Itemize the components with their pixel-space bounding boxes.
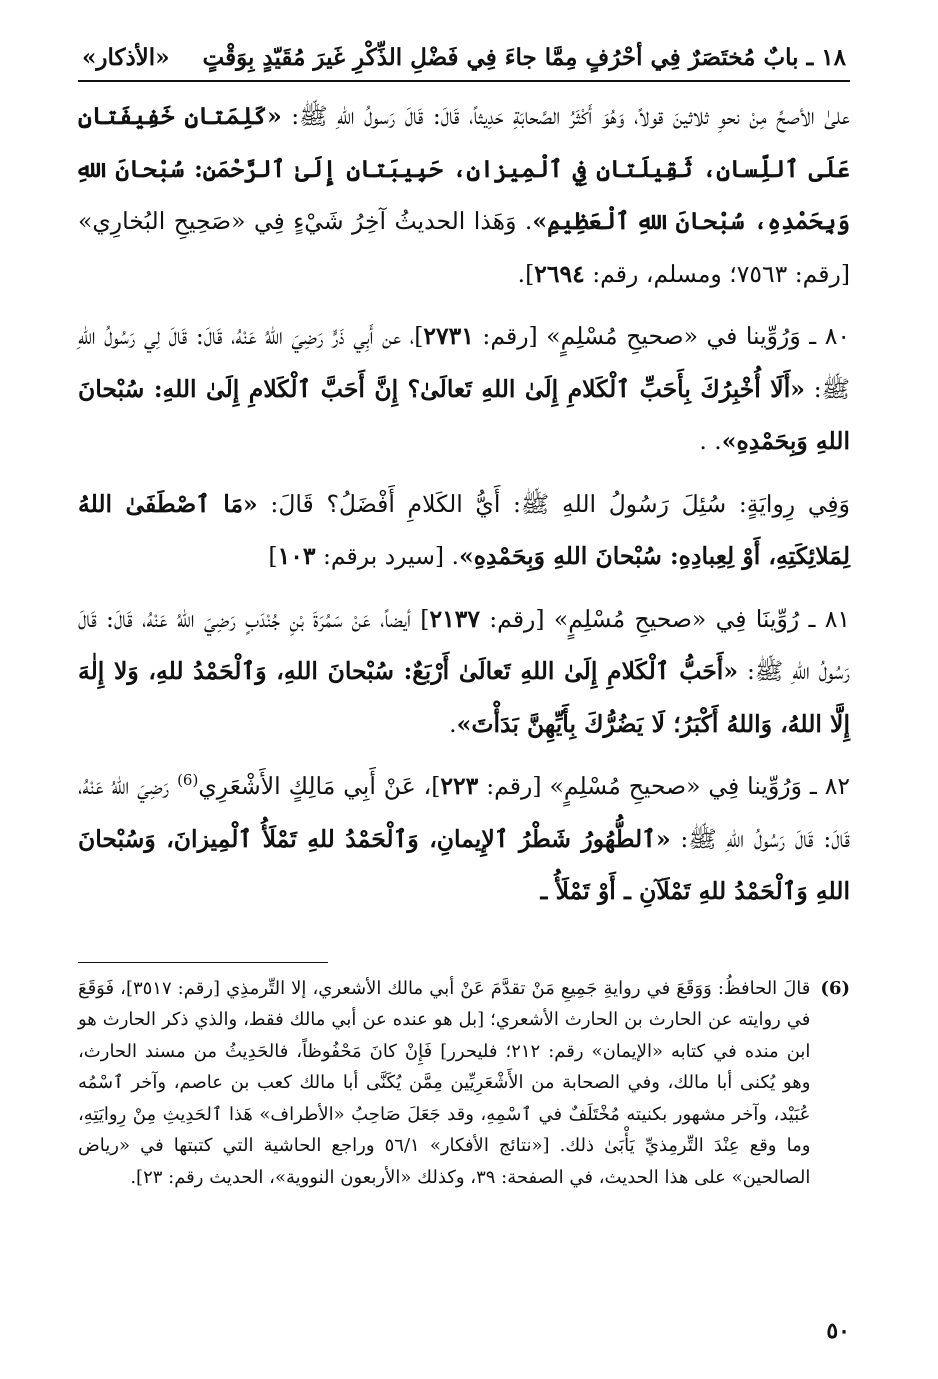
paragraph-text: ] أيضاً، عَنْ سَمُرَةَ بْنِ جُنْدَبٍ رَضِيَ اللهُ عَنْهُ، قَالَ: قَالَ رَسُولُ اللهِ ﷺ: bbox=[78, 604, 850, 685]
paragraph bbox=[78, 478, 850, 583]
paragraph bbox=[78, 310, 850, 468]
paragraph-text: ٨١ ـ رُوِّينَا فِي «صحيحِ مُسْلِمٍ» [رقم: bbox=[479, 604, 850, 633]
page-number: ٥٠ bbox=[826, 1318, 850, 1344]
footnote-number: (6) bbox=[820, 977, 850, 999]
footnote-separator bbox=[78, 962, 850, 963]
paragraph-text: وَفِي رِوايَةٍ: سُئِلَ رَسُولُ اللهِ ﷺ: أَيُّ الكَلامِ أَفْضَلُ؟ قَالَ: bbox=[257, 489, 850, 518]
hadith-text: ٢١٣٧ bbox=[429, 604, 480, 633]
paragraph-text: ٨٠ ـ وَرُوِّينا في «صحيحِ مُسْلِمٍ» [رقم: bbox=[473, 322, 850, 350]
paragraph-text: ]، عَنْ أَبِي مَالِكٍ الأَشْعَرِي bbox=[198, 772, 441, 800]
hadith-text: «مَا ٱصْطَفَىٰ اللهُ لِمَلائِكَتِهِ، أَوْ لِعِبادِهِ: سُبْحانَ اللهِ وَبِحَمْدِهِ» bbox=[78, 489, 850, 570]
hadith-text: ٢٢٣ bbox=[440, 772, 479, 800]
footnote-reference: (6) bbox=[177, 771, 199, 790]
hadith-text: «أَلَا أُخْبِرُكَ بِأَحَبِّ ٱلْكَلامِ إِلَىٰ اللهِ تَعالَىٰ؟ إِنَّ أَحَبَّ ٱلْكَلامِ إِلَىٰ اللهِ: سُبْحانَ اللهِ وَبِحَمْدِهِ» bbox=[78, 374, 850, 455]
paragraph-text: ] bbox=[268, 542, 278, 570]
hadith-text: ٢٦٩٤ bbox=[534, 259, 585, 288]
footnote bbox=[78, 973, 850, 1194]
running-header bbox=[78, 40, 850, 80]
hadith-text: «أَحَبُّ ٱلْكَلامِ إِلَىٰ اللهِ تَعالَىٰ أَرْبَعٌ: سُبْحانَ اللهِ، وَٱلْحَمْدُ للهِ، وَلا إِلٰهَ إِلَّا اللهُ، وَاللهُ أَكْبَرُ؛ لَا يَضُرُّكَ بِأَيِّهِنَّ بَدَأْتَ» bbox=[78, 657, 850, 738]
book-name: «الأذكار» bbox=[82, 44, 170, 71]
paragraph bbox=[78, 760, 850, 918]
header-rule bbox=[78, 80, 850, 82]
paragraph bbox=[78, 90, 850, 300]
hadith-text: «ٱلطُّهُورُ شَطْرُ ٱلإِيمانِ، وَٱلْحَمْدُ للهِ تَمْلَأُ ٱلْمِيزانَ، وَسُبْحانَ اللهِ وَٱلْحَمْدُ للهِ تَمْلَآنِ ـ أَوْ تَمْلَأُ ـ bbox=[78, 824, 850, 905]
body-text bbox=[78, 90, 850, 918]
hadith-text: ٢٧٣١ bbox=[423, 322, 474, 350]
footnote-text: قالَ الحافظُ: وَوَقَعَ في روايةِ جَمِيعِ مَنْ تقدَّمَ عَنْ أبي مالك الأشعري، إلا التِّرمذِي [رقم: ٣٥١٧]، فَوَقَعَ في روايته عن الحارث بن الحارث الأشعري؛ [بل هو عنده عن أبي مالك فقط، والذي ذكر الحارث هو ابن منده في كتابه «الإيمان» رقم: ٢١٢؛ فليحرر] فَإِنْ كانَ مَحْفُوظاً، فالحَدِيثُ من مسند الحارث، وهو يُكنى أبا مالك، وفي الصحابة من الأَشْعَرِيِّين مِمَّن يُكَنَّى أبا مالك كعب بن عاصم، وآخر ٱسْمُه عُبَيْد، وآخر مشهور بكنيته مُخْتَلَفٌ في ٱسْمِهِ، وقد جَعَلَ صَاحِبُ «الأطراف» هَذا ٱلحَدِيثِ مِنْ رِوايَتِهِ، وما وقع عِنْدَ التِّرمِذيِّ يَأْبَىٰ ذلك. [«نتائج الأفكار» ٥٦/١ وراجع الحاشية التي كتبتها في «رياض الصالحين» على هذا الحديث، في الصفحة: ٣٩، وكذلك «الأربعون النووية»، الحديث رقم: ٢٣]. bbox=[78, 977, 811, 1188]
paragraph bbox=[78, 593, 850, 751]
book-page bbox=[78, 40, 850, 1350]
chapter-title: ١٨ ـ بابٌ مُختَصَرٌ فِي أحْرُفٍ مِمَّا جاءَ فِي فَضْلِ الذِّكْرِ غَيرَ مُقَيّدٍ بِوَقْتٍ bbox=[202, 44, 846, 71]
hadith-text: ١٠٣ bbox=[277, 542, 316, 570]
paragraph-text: رَضِيَ اللهُ عَنْهُ، قَالَ: قَالَ رَسُولُ اللهِ ﷺ: bbox=[78, 772, 850, 853]
paragraph-text: . [سيرد برقم: bbox=[315, 542, 460, 570]
paragraph-text: . . bbox=[699, 427, 722, 455]
paragraph-text: علىٰ الأصحِّ مِنْ نحوِ ثلاثينَ قولاً، وَهُوَ أَكْثَرُ الصَّحابَةِ حَدِيثاً، قَالَ: قَالَ رَسولُ اللهِ ﷺ: bbox=[281, 102, 851, 130]
paragraph-text: ٨٢ ـ وَرُوِّينا فِي «صحيحِ مُسْلِمٍ» [رقم: bbox=[478, 772, 850, 800]
hadith-text: «كَلِمَتانِ خَفِيفَتانِ عَلَى ٱللِّسانِ، ثَقِيلَتانِ فِي ٱلْمِيزانِ، حَبِيبَتانِ إِلَىٰ ٱلرَّحْمَنِ: سُبْحانَ اللهِ وَبِحَمْدِهِ، سُبْحانَ اللهِ ٱلْعَظِيمِ» bbox=[78, 102, 851, 235]
paragraph-text: ]، عن أَبِي ذَرٍّ رَضِيَ اللهُ عَنْهُ، قَالَ: قَالَ لِي رَسُولُ اللهِ ﷺ: bbox=[78, 322, 851, 403]
paragraph-text: ]. bbox=[517, 259, 535, 288]
paragraph-text: . bbox=[449, 709, 457, 738]
paragraph-text: . وَهَذا الحديثُ آخِرُ شَيْءٍ فِي «صَحِيحِ البُخارِي» [رقم: ٧٥٦٣؛ ومسلم، رقم: bbox=[78, 207, 850, 288]
